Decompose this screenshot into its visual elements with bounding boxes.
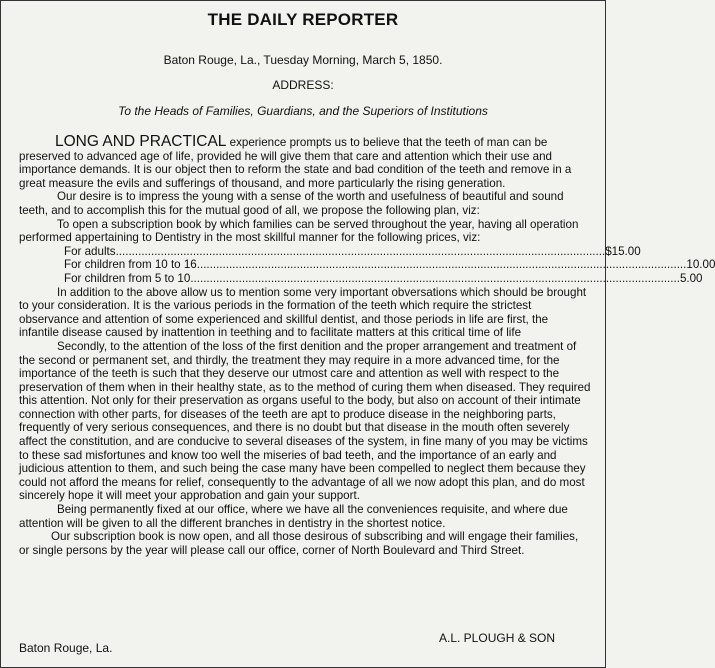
price-leader: ........................................................................................................................................................ xyxy=(196,258,687,272)
paragraph-subscription: To open a subscription book by which families can be served throughout the year, having all operation performed appertaining to Dentistry in the most skillful manner for the following prices, viz: xyxy=(19,217,579,245)
price-label: For children from 5 to 10 xyxy=(64,271,191,285)
paragraph-closing: Our subscription book is now open, and all those desirous of subscribing and will engage their families, or single persons by the year will please call our office, corner of North Boulevard and Third Street. xyxy=(19,530,579,557)
price-label: For children from 10 to 16 xyxy=(64,258,197,272)
price-amount: 10.00 xyxy=(686,258,715,272)
article-body xyxy=(19,133,715,557)
footer-signature: A.L. PLOUGH & SON xyxy=(439,631,556,645)
price-row xyxy=(64,244,641,259)
dateline: Baton Rouge, La., Tuesday Morning, March 5, 1850. xyxy=(163,53,443,67)
price-row xyxy=(64,271,703,286)
paragraph-observations: In addition to the above allow us to mention some very important obversations which should be brought to your consideration. It is the various periods in the formation of the teeth which require the strictest observance and attention of some experienced and skillful dentist, and those periods in life are first, the infantile disease caused by inattention in teething and to facilitate matters at this critical time of life xyxy=(19,285,587,340)
address-recipients: To the Heads of Families, Guardians, and the Superiors of Institutions xyxy=(118,104,488,118)
price-amount: $15.00 xyxy=(605,244,641,258)
footer-place: Baton Rouge, La. xyxy=(19,641,113,655)
price-leader: ........................................................................................................................................................ xyxy=(115,244,606,258)
intro-text: experience prompts us to believe that the teeth of man can be preserved to advanced age of life, provided he will give them that care and attention which their use and importance demands. It is our object then to reform the state and bad condition of the teeth and remove in a great measure the evils and sufferings of thousand, and more particularly the rising generation. xyxy=(19,136,572,190)
price-label: For adults xyxy=(64,244,116,258)
lead-words: LONG AND PRACTICAL xyxy=(55,133,227,150)
price-amount: 5.00 xyxy=(679,271,703,285)
price-leader: ........................................................................................................................................................ xyxy=(190,271,680,285)
address-label: ADDRESS: xyxy=(272,78,334,92)
masthead-title: THE DAILY REPORTER xyxy=(207,10,399,29)
paragraph-office: Being permanently fixed at our office, where we have all the conveniences requisite, and where due attention will be given to all the different branches in dentistry in the shortest notice. xyxy=(19,503,568,530)
paragraph-intro xyxy=(19,135,591,190)
paragraph-desire: Our desire is to impress the young with a sense of the worth and usefulness of beautiful and sound teeth, and to accomplish this for the mutual good of all, we propose the following plan, viz: xyxy=(19,190,564,217)
paragraph-secondly: Secondly, to the attention of the loss of the first denition and the proper arrangement and treatment of the second or permanent set, and thirdly, the treatment they may require in a more advanced time, for the importance of the teeth is such that they deserve our utmost care and attention as well with respect to the preservation of them when in their healthy state, as to the method of curing them when diseased. They required this attention. Not only for their preservation as organs useful to the body, but also on account of their intimate connection with other parts, for diseases of the teeth are apt to produce disease in the neighboring parts, frequently of very serious consequences, and there is no doubt but that disease in the mouth often severely affect the constitution, and are conducive to several diseases of the system, in fine many of you may be victims to these sad misfortunes and know too well the miseries of bad teeth, and the importance of an early and judicious attention to them, and such being the case many have been compelled to neglect them because they could not afford the means for relief, consequently to the advantage of all we now adopt this plan, and do most sincerely hope it will meet your approbation and gain your support. xyxy=(19,339,591,503)
price-row xyxy=(64,258,715,272)
